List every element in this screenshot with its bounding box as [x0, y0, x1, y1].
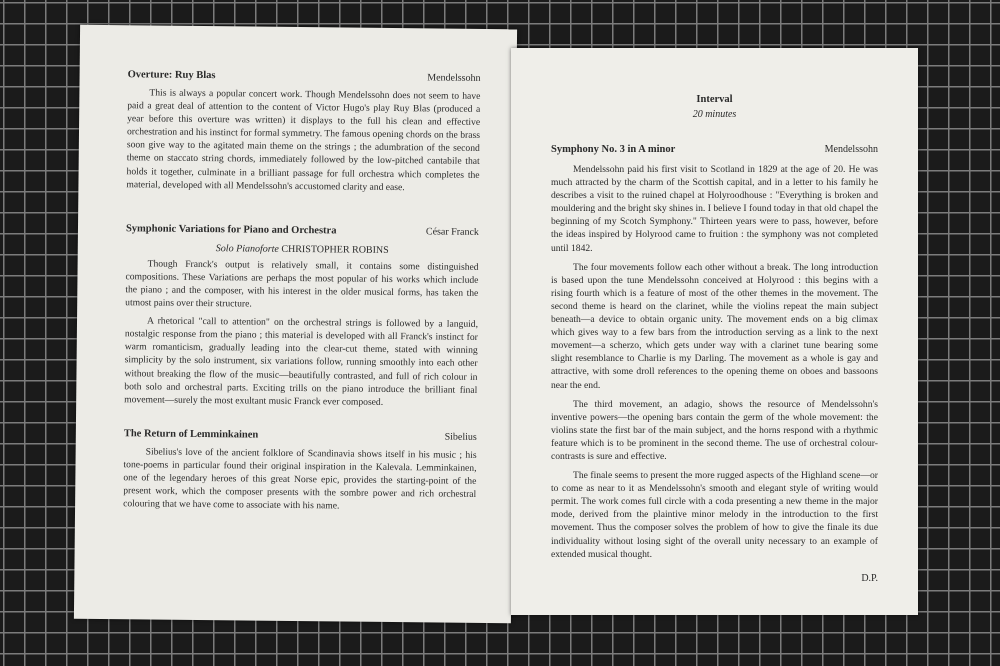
- author-initials: D.P.: [861, 572, 878, 584]
- section-title: Symphonic Variations for Piano and Orchestra: [125, 222, 337, 237]
- paragraph: The third movement, an adagio, shows the resource of Mendelssohn's inventive powers—the opening bars contain the germ of the whole movement: the violins state the first bar of the main subject, and the horns respond with a rhythmic feature which is to be prominent in the second theme. The use of orchestral colour-contrasts is sure and effective.: [551, 398, 878, 462]
- section-heading: [551, 144, 878, 155]
- right-page-content: [551, 94, 878, 584]
- paragraph: A rhetorical "call to attention" on the orchestral strings is followed by a languid, nostalgic response from the piano ; this material is developed with all Franck's instinct for warm romanticism, gradually leading into the clear-cut theme, stated with winning simplicity by the solo instrument, six variations follow, running smoothly into each other without breaking the flow of the music—beautifully contrasted, and full of rich colour in both solo and orchestral parts. Exciting trills on the piano introduce the brilliant final movement—surely the most exultant music Franck ever composed.: [124, 315, 479, 408]
- section-scotch-symphony: [551, 144, 878, 561]
- soloist-name: CHRISTOPHER ROBINS: [281, 243, 389, 256]
- left-page-content: [123, 69, 481, 514]
- section-ruy-blas: [126, 69, 480, 194]
- paragraph: The finale seems to present the more rugged aspects of the Highland scene—or to come as near to it as Mendelssohn's smooth and elegant style of writing would permit. The work comes full circle with a coda presenting a new theme in the major mode, derived from the plaintive minor melody in the introduction to the first movement. Thus the composer solves the problem of how to give the finale its due individuality without losing sight of the overall unity necessary to an example of extended musical thought.: [551, 470, 878, 560]
- composer-name: Mendelssohn: [427, 72, 481, 84]
- paragraph: The four movements follow each other without a break. The long introduction is based upon the tune Mendelssohn conceived at Holyrood : this begins with a rising fourth which is a feature of most of the other themes in the movement. The second theme is heard on the clarinet, while the violins repeat the main subject beneath—a device to obtain organic unity. The movement ends on a big climax which gives way to a few bars from the introduction serving as a link to the next movement—a scherzo, which gets under way with a clarinet tune bearing some slight resemblance to Charlie is my Darling. The movement as a whole is gay and attractive, with some droll references to the opening theme on oboes and bassoons near the end.: [551, 261, 878, 391]
- section-title: Symphony No. 3 in A minor: [551, 144, 676, 155]
- section-heading: [126, 223, 479, 238]
- paragraph: Sibelius's love of the ancient folklore of Scandinavia shows itself in his music ; his tone-poems in particular found their original inspiration in the Kalevala. Lemminkainen, one of the legendary heroes of this great Norse epic, provides the starting-point of the present work, which the composer presents with the sombre power and rich orchestral colouring that we have come to associate with his name.: [123, 446, 477, 512]
- composer-name: Mendelssohn: [824, 144, 878, 155]
- section-symphonic-variations: [124, 223, 479, 410]
- interval-title: Interval: [696, 94, 733, 105]
- interval-duration: 20 minutes: [692, 109, 737, 120]
- paragraph: Mendelssohn paid his first visit to Scotland in 1829 at the age of 20. He was much attracted by the charm of the Scottish capital, and in a letter to his family he describes a visit to the ruined chapel at Holyroodhouse : "Everything is broken and mouldering and the bright sky shines in. I believe I found today in that old chapel the beginning of my Scotch Symphony." Thirteen years were to pass, however, before the ideas inspired by Holyrood came to fruition : the symphony was not completed until 1842.: [551, 164, 878, 254]
- paragraph: Though Franck's output is relatively small, it contains some distinguished compositions. These Variations are perhaps the most popular of his works which include the piano ; and the composer, with his interest in the older musical forms, has taken the utmost pains over their structure.: [125, 258, 479, 310]
- composer-name: Sibelius: [444, 431, 477, 443]
- soloist-label: Solo Pianoforte: [215, 242, 279, 255]
- left-page: [74, 25, 517, 624]
- composer-name: César Franck: [425, 226, 480, 238]
- soloist-credit: [126, 242, 479, 257]
- paragraph: This is always a popular concert work. Though Mendelssohn does not seem to have paid a great deal of attention to the content of Victor Hugo's play Ruy Blas (produced a year before this overture was written) it displays to the full his clean and effective orchestration and his instinct for formal symmetry. The famous opening chords on the brass soon give way to the agitated main theme on the strings ; the adumbration of the second theme on staccato string chords, immediately followed by the low-pitched cantabile that holds it together, culminate in a brilliant passage for full orchestra which completes the material, developed with all Mendelssohn's accustomed clarity and ease.: [126, 87, 481, 193]
- right-page: [511, 48, 918, 615]
- section-lemminkainen: [123, 428, 477, 514]
- section-title: The Return of Lemminkainen: [123, 427, 259, 441]
- section-title: Overture: Ruy Blas: [127, 69, 216, 82]
